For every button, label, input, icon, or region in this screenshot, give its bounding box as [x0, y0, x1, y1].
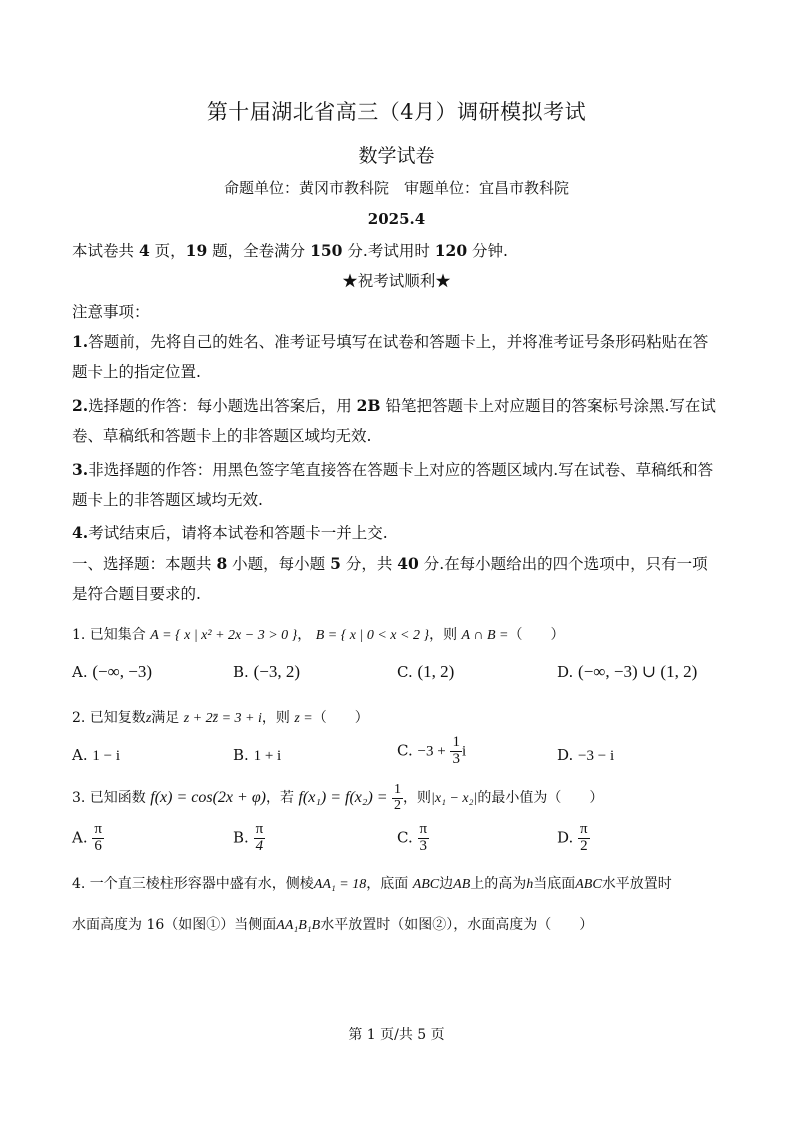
note-3: 3.非选择题的作答：用黑色签字笔直接答在答题卡上对应的答题区域内.写在试卷、草稿纸和答题卡上的非答题区域均无效.: [72, 460, 714, 509]
fraction: $\frac{1}{3}$: [452, 734, 460, 767]
question-1: 1. 已知集合 A = { x | x² + 2x − 3 > 0 }， B = { x | 0 < x < 2 }，则 A ∩ B =（ ）: [72, 627, 565, 643]
q1-option-a[interactable]: A. (−∞, −3): [72, 662, 153, 681]
q3-option-a[interactable]: A. $\frac{\pi}{6}$: [72, 821, 102, 854]
question-4-line-1: 4. 一个直三棱柱形容器中盛有水，侧棱AA₁ = 18，底面 ABC边AB上的高为h当底面ABC水平放置时: [72, 876, 672, 892]
q3-option-c[interactable]: C. $\frac{\pi}{3}$: [397, 821, 428, 854]
q3-option-d[interactable]: D. $\frac{\pi}{2}$: [557, 821, 588, 854]
exam-date: 2025.4: [367, 210, 426, 228]
question-4-line-2: 水面高度为 16（如图①）当侧面AA₁B₁B水平放置时（如图②），水面高度为（ ）: [72, 917, 594, 933]
q2-option-d[interactable]: D. −3 − i: [557, 746, 615, 764]
exam-title: 第十届湖北省高三（4月）调研模拟考试: [206, 100, 587, 124]
q2-option-b[interactable]: B. 1 + i: [233, 746, 282, 764]
note-1: 1.答题前，先将自己的姓名、准考证号填写在试卷和答题卡上，并将准考证号条形码粘贴在答题卡上的指定位置.: [72, 332, 709, 381]
page-footer: 第 1 页/共 5 页: [348, 1027, 445, 1043]
note-4: 4.考试结束后，请将本试卷和答题卡一并上交.: [72, 523, 388, 542]
q2-option-c[interactable]: C. −3 + $\frac{1}{3}$ i: [397, 734, 467, 767]
fraction-one-half: $\frac{1}{2}$: [394, 782, 402, 813]
note-2: 2.选择题的作答：每小题选出答案后，用 2B 铅笔把答题卡上对应题目的答案标号涂黑.写在试卷、草稿纸和答题卡上的非答题区域均无效.: [72, 396, 716, 445]
exam-summary: 本试卷共 4 页，19 题，全卷满分 150 分.考试用时 120 分钟.: [72, 241, 508, 260]
question-2: 2. 已知复数z满足 z + 2z̄ = 3 + i，则 z =（ ）: [72, 710, 369, 726]
question-3: 3. 已知函数 f(x) = cos(2x + φ)，若 f(x₁) = f(x₂) = $\frac{1}{2}$ ，则|x₁ − x₂|的最小值为（ ）: [72, 782, 604, 813]
q1-option-b[interactable]: B. (−3, 2): [233, 662, 300, 681]
exam-units: 命题单位：黄冈市教科院 审题单位：宜昌市教科院: [223, 179, 569, 197]
notes-heading: 注意事项：: [72, 303, 150, 321]
fraction: $\frac{\pi}{4}$: [255, 821, 264, 854]
q3-option-b[interactable]: B. $\frac{\pi}{4}$: [233, 821, 264, 854]
fraction: $\frac{\pi}{2}$: [580, 821, 588, 854]
fraction: $\frac{\pi}{6}$: [94, 821, 102, 854]
q1-option-d[interactable]: D. (−∞, −3) ∪ (1, 2): [557, 662, 698, 681]
q1-option-c[interactable]: C. (1, 2): [397, 662, 455, 681]
exam-subject: 数学试卷: [358, 145, 435, 167]
good-luck-line: ★祝考试顺利★: [342, 272, 451, 290]
section-1-heading: 一、选择题：本题共 8 小题，每小题 5 分，共 40 分.在每小题给出的四个选项中，只有一项是符合题目要求的.: [72, 554, 708, 603]
fraction: $\frac{\pi}{3}$: [419, 821, 428, 854]
q2-option-a[interactable]: A. 1 − i: [72, 746, 121, 764]
